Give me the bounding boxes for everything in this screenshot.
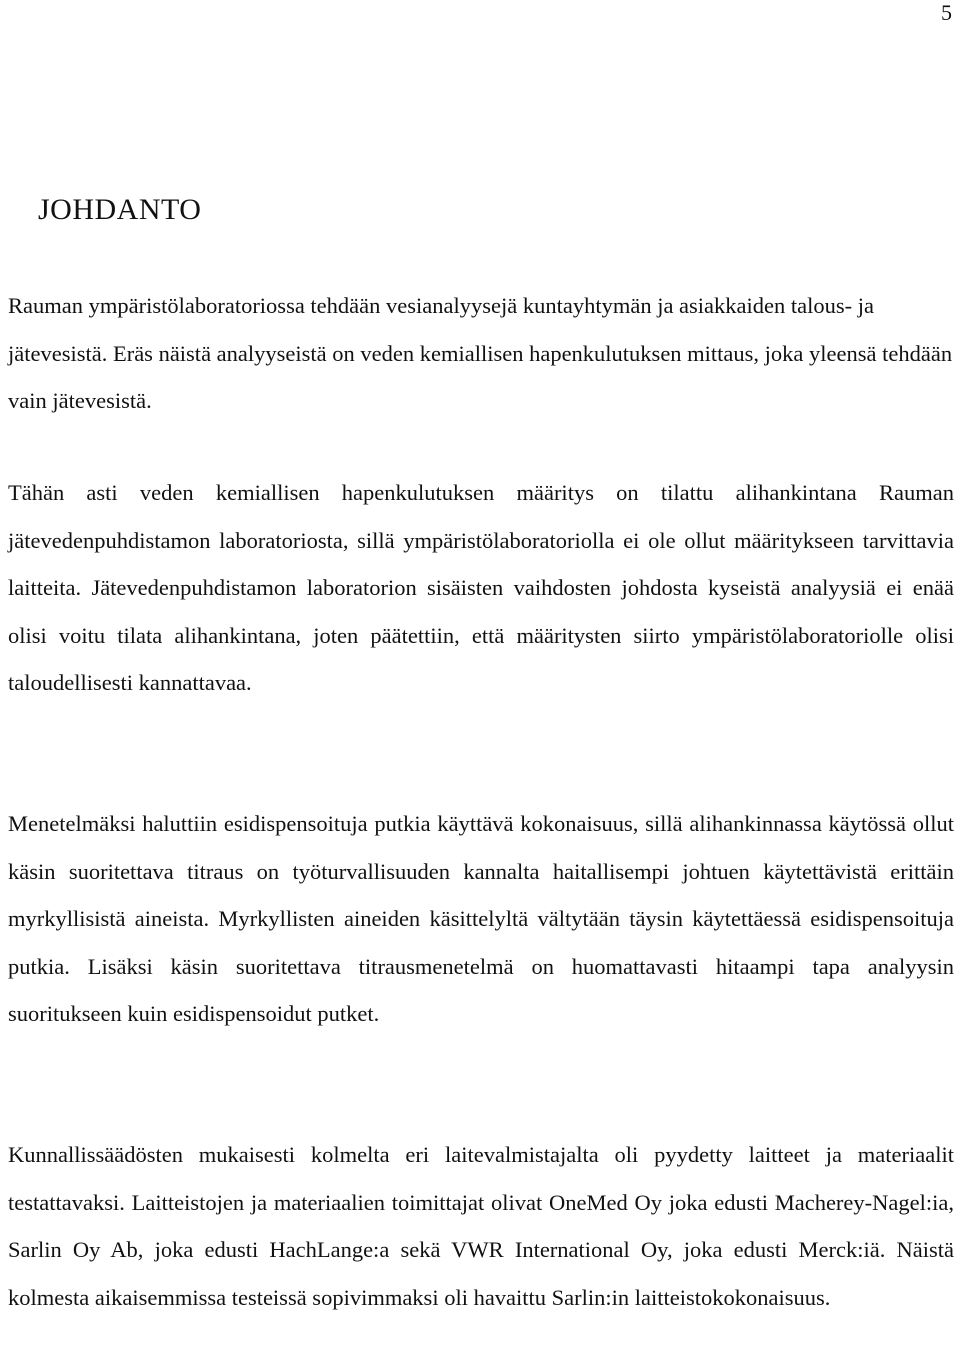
paragraph-suppliers: Kunnallissäädösten mukaisesti kolmelta eri laitevalmistajalta oli pyydetty laitteet ja materiaalit testattavaksi. Laitteistojen ja materiaalien toimittajat olivat OneMed Oy joka edusti Macherey-Nagel:ia, Sarlin Oy Ab, joka edusti HachLange:a sekä VWR International Oy, joka edusti Merck:iä. Näistä kolmesta aikaisemmissa testeissä sopivimmaksi oli havaittu Sarlin:in laitteistokokonaisuus. [8,1142,954,1310]
paragraph-intro: Rauman ympäristölaboratoriossa tehdään vesianalyysejä kuntayhtymän ja asiakkaiden talous- ja jätevesistä. Eräs näistä analyyseistä on veden kemiallisen hapenkulutuksen mittaus, joka yleensä tehdään vain jätevesistä. [8,293,953,414]
paragraph-background: Tähän asti veden kemiallisen hapenkulutuksen määritys on tilattu alihankintana Rauman jätevedenpuhdistamon laboratoriosta, sillä ympäristölaboratoriolla ei ole ollut määritykseen tarvittavia laitteita. Jätevedenpuhdistamon laboratorion sisäisten vaihdosten johdosta kyseistä analyysiä ei enää olisi voitu tilata alihankintana, joten päätettiin, että määritysten siirto ympäristölaboratoriolle olisi taloudellisesti kannattavaa. [8,480,954,696]
paragraph-method: Menetelmäksi haluttiin esidispensoituja putkia käyttävä kokonaisuus, sillä alihankinnassa käytössä ollut käsin suoritettava titraus on työturvallisuuden kannalta haitallisempi johtuen käytettävistä erittäin myrkyllisistä aineista. Myrkyllisten aineiden käsittelyltä vältytään täysin käytettäessä esidispensoituja putkia. Lisäksi käsin suoritettava titrausmenetelmä on huomattavasti hitaampi tapa analyysin suoritukseen kuin esidispensoidut putket. [8,811,954,1027]
page-number: 5 [941,0,952,25]
section-heading: JOHDANTO [38,193,202,226]
